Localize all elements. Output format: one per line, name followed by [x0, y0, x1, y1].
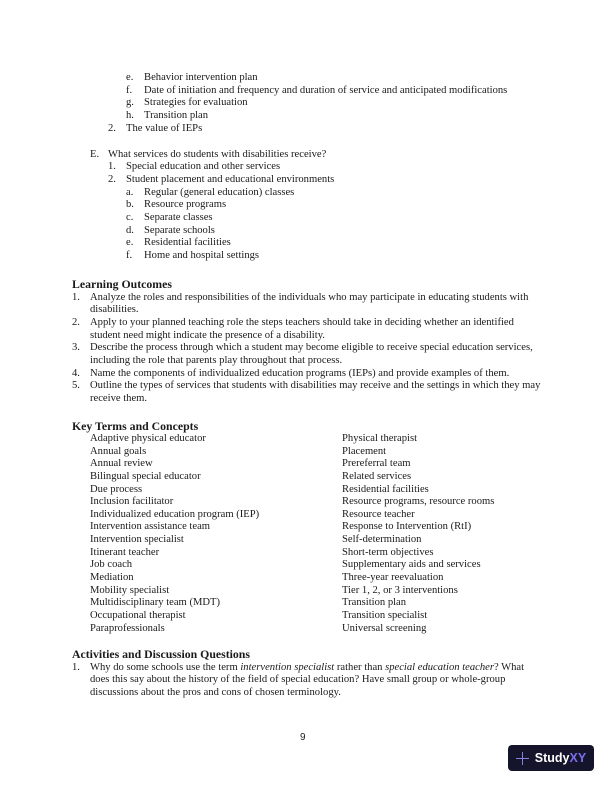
key-term: Due process — [90, 483, 143, 495]
question-emphasis: special education teacher — [385, 661, 494, 673]
list-marker: a. — [126, 186, 134, 198]
list-item — [72, 292, 542, 317]
list-marker: 2. — [108, 173, 116, 185]
key-term: Occupational therapist — [90, 609, 186, 621]
list-text: Separate schools — [144, 224, 215, 236]
list-marker: 5. — [72, 380, 80, 392]
list-text: Transition plan — [144, 110, 209, 122]
question-text-part: ? What does this say about the history of the field of special education? Have small group or whole-group discussions about the pros and cons of chosen terminology. — [90, 661, 525, 698]
key-term: Physical therapist — [342, 433, 418, 444]
key-terms-heading: Key Terms and Concepts — [72, 418, 199, 433]
list-marker: 2. — [72, 316, 80, 328]
learning-outcomes-list — [72, 292, 542, 406]
key-term: Resource programs, resource rooms — [342, 496, 495, 508]
list-text: Special education and other services — [126, 161, 281, 173]
list-item — [72, 368, 542, 381]
list-text: Name the components of individualized education programs (IEPs) and provide examples of them. — [90, 367, 510, 379]
list-text: Residential facilities — [144, 237, 231, 249]
key-term: Residential facilities — [342, 483, 429, 495]
list-marker: 1. — [72, 661, 80, 673]
activities-list — [72, 662, 540, 700]
question-text-part: rather than — [334, 661, 386, 673]
list-text: Regular (general education) classes — [144, 186, 295, 198]
list-text: Date of initiation and frequency and duration of service and anticipated modifications — [144, 84, 508, 96]
key-term: Multidisciplinary team (MDT) — [90, 597, 221, 609]
key-term: Transition specialist — [342, 609, 428, 621]
key-term: Placement — [342, 445, 387, 457]
brand-name: Study — [534, 751, 570, 765]
list-text: Resource programs — [144, 199, 227, 211]
list-item — [72, 342, 542, 367]
question-text-part: Why do some schools use the term — [90, 661, 241, 673]
key-term: Annual review — [90, 458, 153, 470]
key-term: Inclusion facilitator — [90, 496, 174, 508]
key-term: Mobility specialist — [90, 584, 170, 596]
list-text: Separate classes — [144, 212, 213, 223]
list-text: Strategies for evaluation — [144, 97, 248, 109]
key-term: Prereferral team — [342, 458, 411, 470]
list-text: Outline the types of services that students with disabilities may receive and the settings in which they may receive them. — [90, 380, 541, 405]
list-text: Home and hospital settings — [144, 250, 260, 262]
list-marker: E. — [90, 148, 100, 160]
key-term: Tier 1, 2, or 3 interventions — [342, 584, 458, 596]
list-text: Describe the process through which a student may become eligible to receive special education services, including the role that parents play throughout that process. — [90, 342, 533, 367]
key-terms-left-column — [90, 433, 259, 635]
question-emphasis: intervention specialist — [240, 661, 335, 673]
brand-accent: XY — [569, 751, 587, 765]
list-marker: d. — [126, 224, 134, 236]
list-marker: h. — [126, 110, 134, 122]
learning-outcomes-heading: Learning Outcomes — [72, 277, 172, 291]
page-number: 9 — [300, 732, 306, 743]
list-marker: b. — [126, 199, 134, 211]
list-item — [72, 662, 540, 700]
key-term: Supplementary aids and services — [342, 559, 481, 571]
list-marker: e. — [126, 237, 134, 249]
list-marker: g. — [126, 97, 134, 109]
key-term: Resource teacher — [342, 508, 415, 520]
key-term: Three-year reevaluation — [342, 572, 444, 584]
key-term: Universal screening — [342, 622, 427, 634]
key-term: Itinerant teacher — [90, 546, 160, 558]
list-marker: c. — [126, 212, 134, 223]
activities-heading: Activities and Discussion Questions — [72, 647, 250, 661]
list-item — [72, 317, 542, 342]
list-marker: 1. — [108, 161, 116, 173]
key-term: Adaptive physical educator — [90, 433, 206, 444]
list-marker: f. — [126, 84, 133, 96]
list-marker: e. — [126, 72, 134, 83]
key-term: Mediation — [90, 572, 134, 584]
key-term: Paraprofessionals — [90, 622, 165, 634]
list-marker: 1. — [72, 291, 80, 303]
list-text: The value of IEPs — [126, 122, 203, 134]
key-term: Intervention assistance team — [90, 521, 211, 533]
key-term: Bilingual special educator — [90, 470, 201, 482]
list-text: Student placement and educational environments — [126, 173, 335, 185]
list-marker: 2. — [108, 122, 116, 134]
key-term: Annual goals — [90, 445, 147, 457]
key-term: Transition plan — [342, 597, 407, 609]
list-text: What services do students with disabilities receive? — [108, 148, 327, 160]
key-terms-right-column — [342, 433, 494, 635]
key-term: Response to Intervention (RtI) — [342, 521, 472, 533]
list-marker: 4. — [72, 367, 80, 379]
studyxy-watermark-badge[interactable] — [508, 745, 594, 771]
plus-icon — [516, 752, 529, 765]
list-text: Apply to your planned teaching role the steps teachers should take in deciding whether an identified student need might indicate the presence of a disability. — [90, 316, 514, 341]
list-item — [72, 380, 542, 405]
list-marker: f. — [126, 250, 133, 262]
key-term: Job coach — [90, 559, 133, 571]
key-term: Related services — [342, 470, 412, 482]
key-term: Self-determination — [342, 534, 422, 546]
list-text: Analyze the roles and responsibilities of the individuals who may participate in educating students with disabilities. — [90, 291, 529, 316]
key-term: Intervention specialist — [90, 534, 184, 546]
list-text: Behavior intervention plan — [144, 72, 258, 83]
key-term: Short-term objectives — [342, 546, 434, 558]
key-term: Individualized education program (IEP) — [90, 508, 260, 520]
list-marker: 3. — [72, 342, 80, 354]
